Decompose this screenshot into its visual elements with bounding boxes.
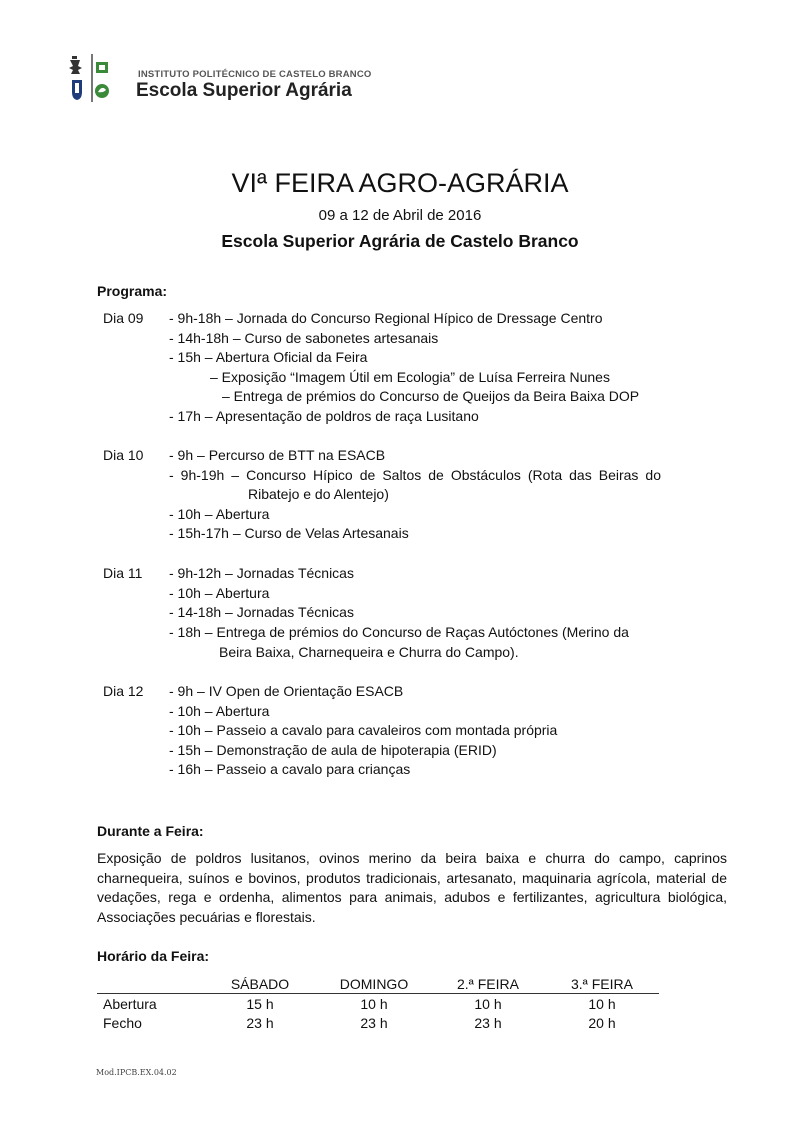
- event-dates: 09 a 12 de Abril de 2016: [318, 207, 482, 224]
- program-line: - 9h-18h – Jornada do Concurso Regional Hípico de Dressage Centro: [169, 310, 603, 326]
- program-line: – Exposição “Imagem Útil em Ecologia” de Luísa Ferreira Nunes: [210, 369, 610, 385]
- day-label: Dia 10: [103, 447, 144, 463]
- table-cell: 23 h: [474, 1014, 502, 1031]
- event-venue: Escola Superior Agrária de Castelo Branco: [221, 231, 579, 251]
- program-heading: Programa:: [97, 283, 168, 299]
- table-cell: 23 h: [246, 1014, 274, 1031]
- column-header: DOMINGO: [317, 975, 431, 994]
- table-cell: 23 h: [360, 1014, 388, 1031]
- institution-name: INSTITUTO POLITÉCNICO DE CASTELO BRANCO: [138, 69, 372, 80]
- program-line: - 14-18h – Jornadas Técnicas: [169, 604, 354, 620]
- form-code: Mod.IPCB.EX.04.02: [96, 1068, 177, 1077]
- program-line: - 9h – IV Open de Orientação ESACB: [169, 683, 404, 699]
- table-cell: Abertura: [103, 995, 157, 1012]
- column-header: SÁBADO: [203, 975, 317, 994]
- program-line: - 10h – Abertura: [169, 703, 270, 719]
- table-cell: 20 h: [588, 1014, 616, 1031]
- column-header: 2.ª FEIRA: [431, 975, 545, 994]
- program-line: - 10h – Abertura: [169, 585, 270, 601]
- table-cell: 15 h: [246, 995, 274, 1012]
- day-label: Dia 09: [103, 310, 144, 326]
- school-name: Escola Superior Agrária: [136, 80, 352, 101]
- program-line: Beira Baixa, Charnequeira e Churra do Campo).: [219, 644, 519, 660]
- program-line: – Entrega de prémios do Concurso de Queijos da Beira Baixa DOP: [222, 388, 640, 404]
- table-cell: 10 h: [360, 995, 388, 1012]
- program-line: - 10h – Abertura: [169, 506, 270, 522]
- program-line: Ribatejo e do Alentejo): [248, 486, 389, 502]
- during-paragraph: Exposição de poldros lusitanos, ovinos merino da beira baixa e churra do campo, caprinos charnequeira, suínos e bovinos, produtos tradicionais, artesanato, maquinaria agrícola, material de vedações, rega e ordenha, alimentos para animais, adubos e fertilizantes, agricultura biológica, Associações pecuárias e florestais.: [97, 850, 727, 925]
- program-line: - 16h – Passeio a cavalo para crianças: [169, 761, 411, 777]
- column-header: [97, 975, 203, 994]
- program-line: - 18h – Entrega de prémios do Concurso de Raças Autóctones (Merino da: [169, 624, 629, 640]
- table-cell: Fecho: [103, 1014, 142, 1031]
- program-line: - 14h-18h – Curso de sabonetes artesanais: [169, 330, 439, 346]
- program-line: - 15h-17h – Curso de Velas Artesanais: [169, 525, 409, 541]
- program-line: - 15h – Abertura Oficial da Feira: [169, 349, 368, 365]
- program-line: - 10h – Passeio a cavalo para cavaleiros com montada própria: [169, 722, 558, 738]
- day-label: Dia 11: [103, 565, 143, 581]
- program-line: - 9h-12h – Jornadas Técnicas: [169, 565, 354, 581]
- program-line: - 9h – Percurso de BTT na ESACB: [169, 447, 386, 463]
- day-label: Dia 12: [103, 683, 144, 699]
- column-header: 3.ª FEIRA: [545, 975, 659, 994]
- table-row: [97, 994, 659, 1014]
- table-row: [97, 1013, 659, 1032]
- hours-heading: Horário da Feira:: [97, 948, 210, 964]
- ipcb-emblem-icon: [66, 52, 136, 104]
- during-heading: Durante a Feira:: [97, 823, 204, 839]
- page-title: VIª FEIRA AGRO-AGRÁRIA: [231, 168, 569, 198]
- program-line: - 9h-19h – Concurso Hípico de Saltos de Obstáculos (Rota das Beiras do: [169, 467, 661, 483]
- program-line: - 17h – Apresentação de poldros de raça Lusitano: [169, 408, 479, 424]
- table-cell: 10 h: [474, 995, 502, 1012]
- table-header-row: [97, 975, 659, 994]
- hours-table: [97, 975, 659, 1032]
- program-line: - 15h – Demonstração de aula de hipoterapia (ERID): [169, 742, 497, 758]
- table-cell: 10 h: [588, 995, 616, 1012]
